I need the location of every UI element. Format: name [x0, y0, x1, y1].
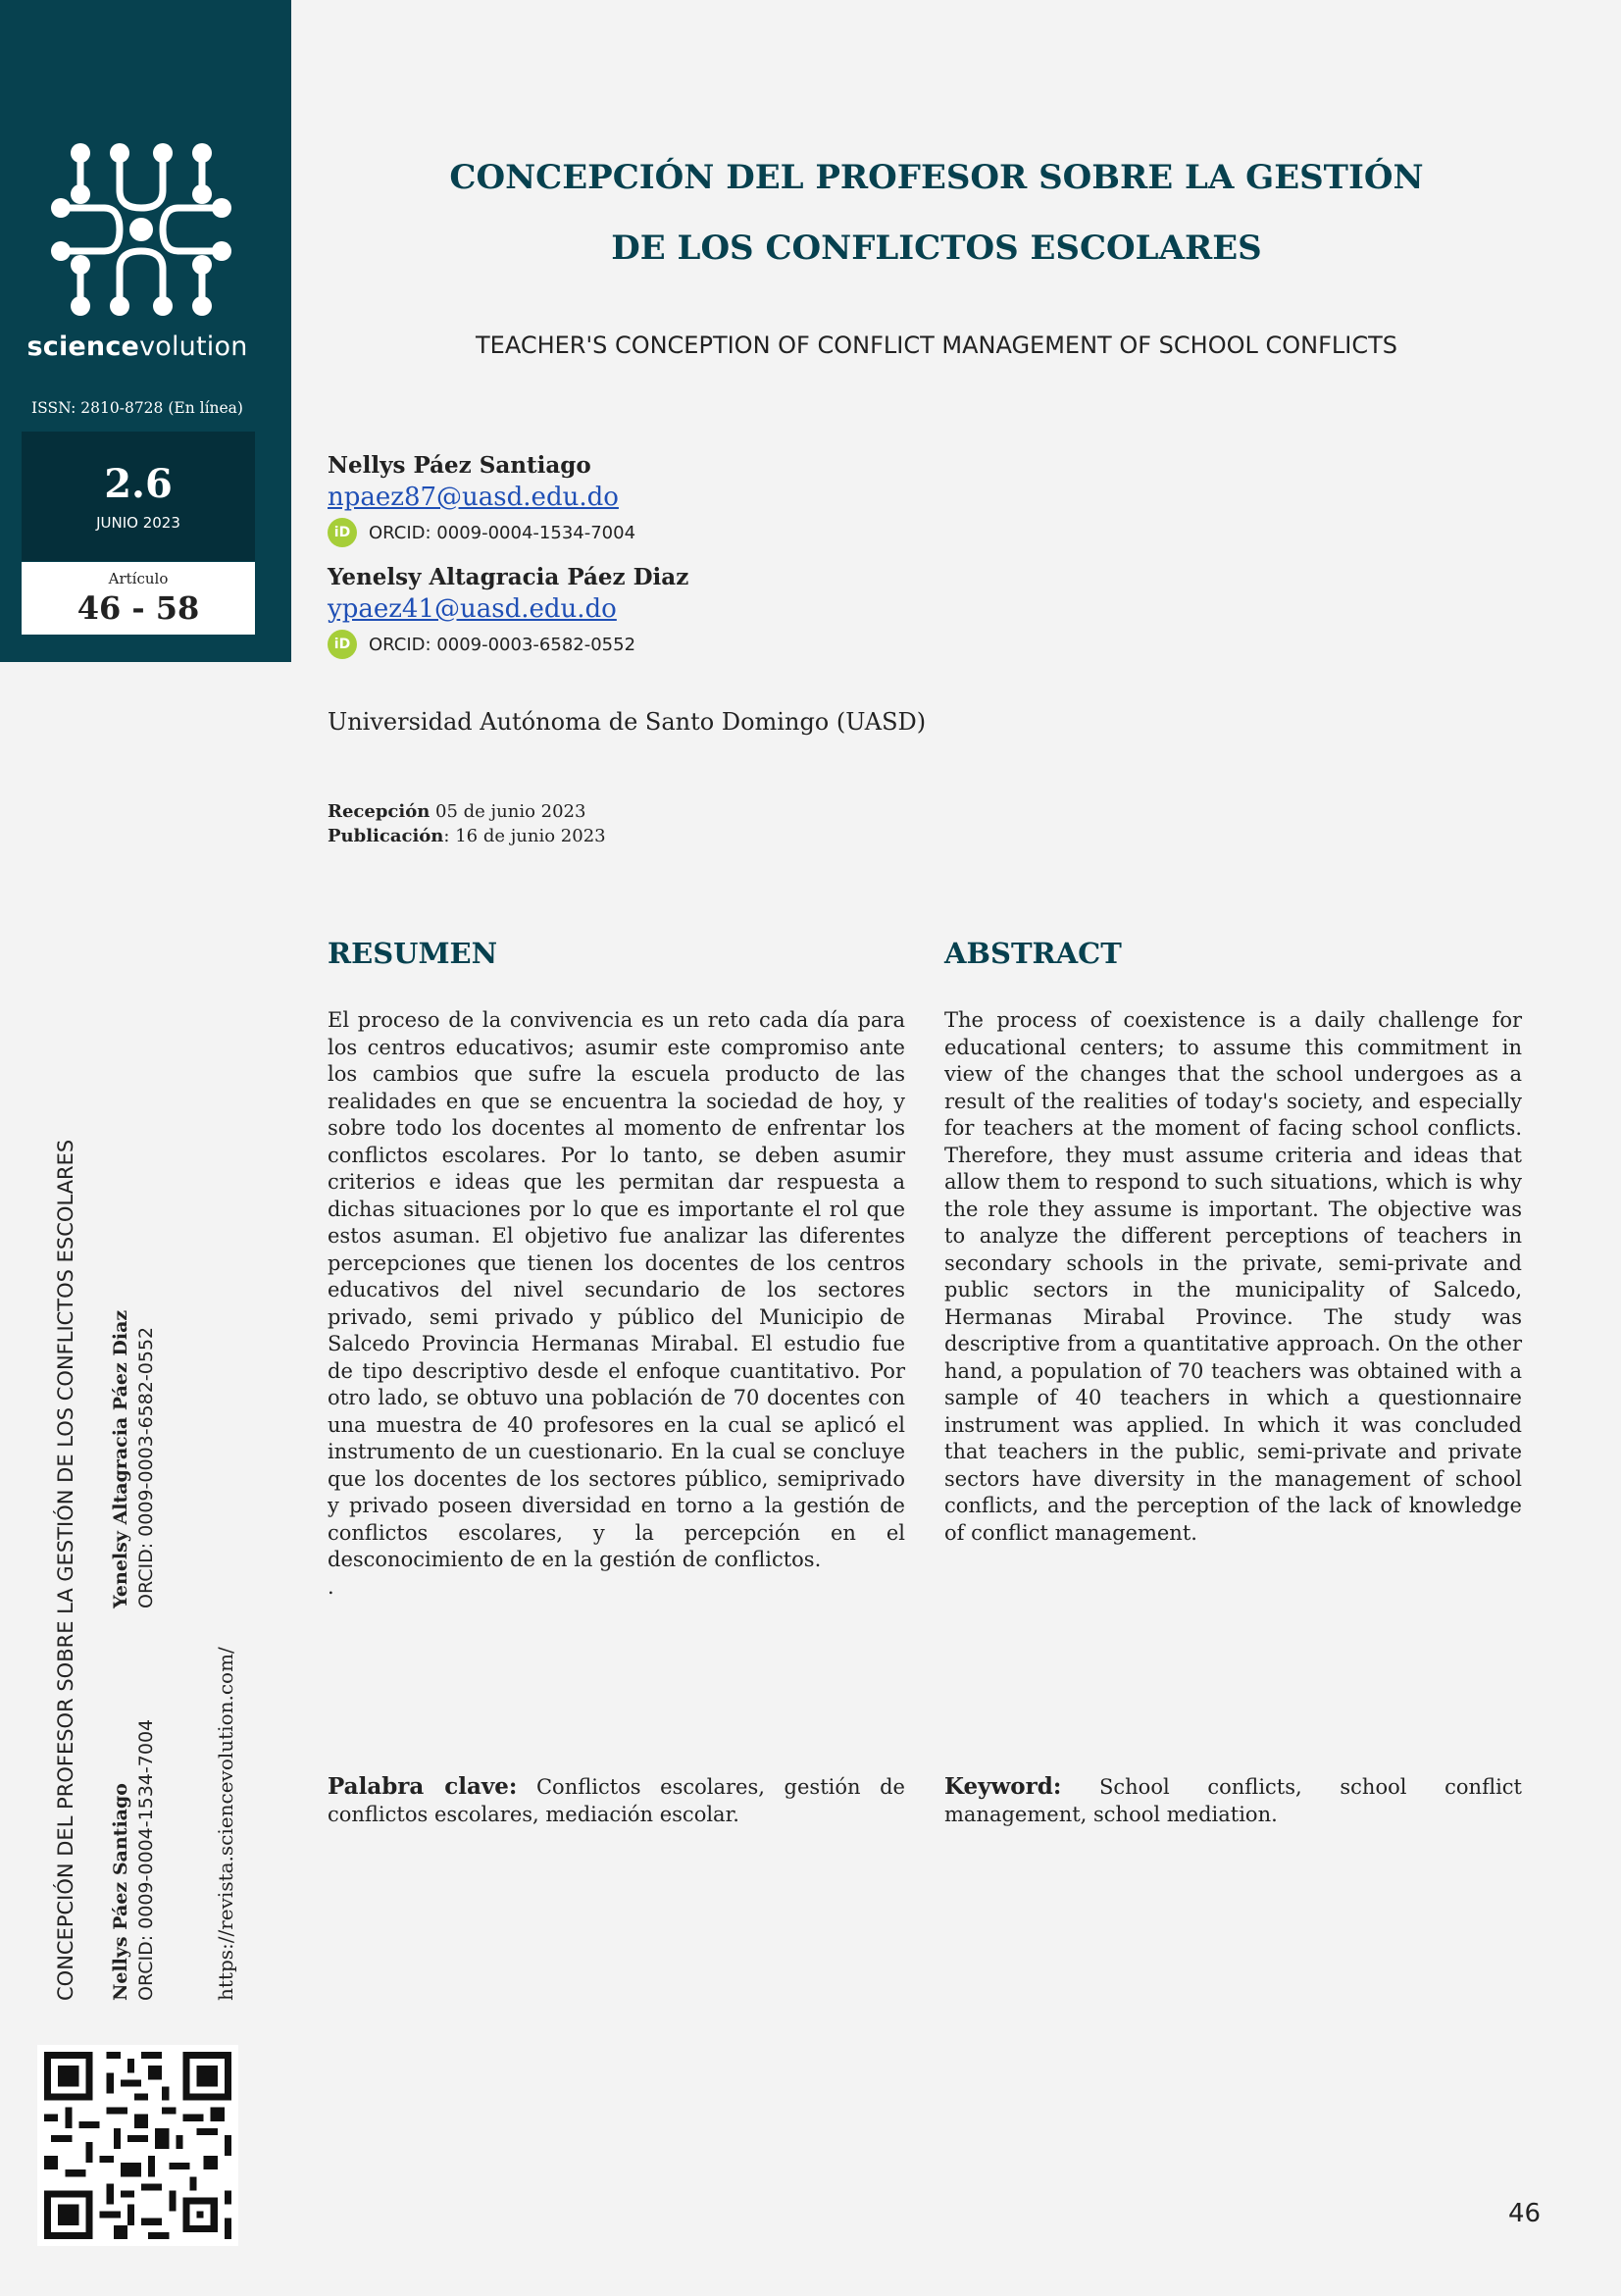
vertical-url-link[interactable]: https://revista.sciencevolution.com/ — [214, 1647, 237, 2001]
affiliation: Universidad Autónoma de Santo Domingo (UASD) — [328, 708, 927, 736]
vertical-title: CONCEPCIÓN DEL PROFESOR SOBRE LA GESTIÓN DE LOS CONFLICTOS ESCOLARES — [54, 1139, 77, 2001]
author-email-link[interactable]: ypaez41@uasd.edu.do — [328, 594, 617, 624]
journal-brand: sciencevolution — [26, 332, 248, 362]
article-box — [22, 562, 255, 635]
orcid-id: ORCID: 0009-0003-6582-0552 — [369, 634, 636, 655]
title-line-2: DE LOS CONFLICTOS ESCOLARES — [611, 229, 1262, 268]
resumen-text: El proceso de la convivencia es un reto cada día para los centros educativos; asumir este compromiso ante los cambios que sufre la escuela producto de las realidades en que se encuentra la sociedad de hoy, y sobre todo los docentes al momento de enfrentar los conflictos escolares. Por lo tanto, se deben asumir criterios e ideas que les permitan dar respuesta a dichas situaciones por lo que es importante el rol que estos asuman. El objetivo fue analizar las diferentes percepciones que tienen los docentes de los centros educativos del nivel secundario de los sectores privado, semi privado y público del Municipio de Salcedo Provincia Hermanas Mirabal. El estudio fue de tipo descriptivo desde el enfoque cuantitativo. Por otro lado, se obtuvo una población de 70 docentes con una muestra de 40 profesores en la cual se aplicó el instrumento de un cuestionario. En la cual se concluye que los docentes de los sectores público, semiprivado y privado poseen diversidad en torno a la gestión de conflictos escolares, y la percepción en el desconocimiento de en la gestión de conflictos. — [328, 1008, 905, 1571]
author-1 — [328, 451, 1210, 551]
issue-date: JUNIO 2023 — [96, 514, 180, 532]
title-line-1: CONCEPCIÓN DEL PROFESOR SOBRE LA GESTIÓN — [449, 158, 1424, 197]
resumen-heading: RESUMEN — [328, 937, 498, 970]
abstract-keywords: Keyword: School conflicts, school conflict management, school mediation. — [944, 1773, 1522, 1826]
dates-block — [328, 799, 606, 848]
resumen-body — [328, 1007, 905, 1601]
vertical-orcid-2: ORCID: 0009-0003-6582-0552 — [135, 1326, 157, 1608]
orcid-row — [328, 514, 1210, 551]
orcid-id: ORCID: 0009-0004-1534-7004 — [369, 522, 636, 543]
journal-sidebar — [0, 0, 291, 662]
orcid-icon[interactable]: iD — [328, 630, 357, 659]
vertical-author-1: Nellys Páez Santiago — [110, 1783, 131, 2001]
issue-box — [22, 432, 255, 561]
page-title — [353, 142, 1520, 283]
vertical-author-2: Yenelsy Altagracia Páez Diaz — [110, 1309, 131, 1608]
abstract-body: The process of coexistence is a daily challenge for educational centers; to assume this commitment in view of the changes that the school undergoes as a result of the realities of today's society, and especially for teachers at the moment of facing school conflicts. Therefore, they must assume criteria and ideas that allow them to respond to such situations, which is why the role they assume is important. The objective was to analyze the different perceptions of teachers in secondary schools in the private, semi-private and public sectors in the municipality of Salcedo, Hermanas Mirabal Province. The study was descriptive from a quantitative approach. On the other hand, a population of 70 teachers was obtained with a sample of 40 teachers in which a questionnaire instrument was applied. In which it was concluded that teachers in the public, semi-private and private sectors have diversity in the management of school conflicts, and the perception of the lack of knowledge of conflict management. — [944, 1008, 1522, 1545]
issn: ISSN: 2810-8728 (En línea) — [31, 399, 243, 417]
article-label: Artículo — [108, 570, 169, 587]
author-2 — [328, 563, 1210, 663]
article-pages: 46 - 58 — [76, 589, 200, 627]
orcid-icon[interactable]: iD — [328, 518, 357, 547]
sciencevolution-logo-icon — [51, 139, 231, 320]
author-name: Yenelsy Altagracia Páez Diaz — [328, 564, 689, 590]
page-number: 46 — [1508, 2199, 1542, 2228]
author-name: Nellys Páez Santiago — [328, 452, 591, 479]
english-title: TEACHER'S CONCEPTION OF CONFLICT MANAGEMENT OF SCHOOL CONFLICTS — [476, 332, 1397, 359]
received-date: Recepción 05 de junio 2023 — [328, 801, 586, 822]
resumen-keywords: Palabra clave: Conflictos escolares, gestión de conflictos escolares, mediación escolar. — [328, 1773, 905, 1826]
qr-code-icon — [37, 2045, 238, 2246]
authors-block — [328, 451, 1210, 675]
author-email-link[interactable]: npaez87@uasd.edu.do — [328, 483, 619, 512]
vertical-orcid-1: ORCID: 0009-0004-1534-7004 — [135, 1718, 157, 2001]
resumen-trailing: . — [328, 1574, 334, 1599]
abstract-heading: ABSTRACT — [944, 937, 1122, 970]
published-date: Publicación: 16 de junio 2023 — [328, 826, 606, 846]
orcid-row — [328, 626, 1210, 663]
issue-number: 2.6 — [104, 461, 173, 507]
